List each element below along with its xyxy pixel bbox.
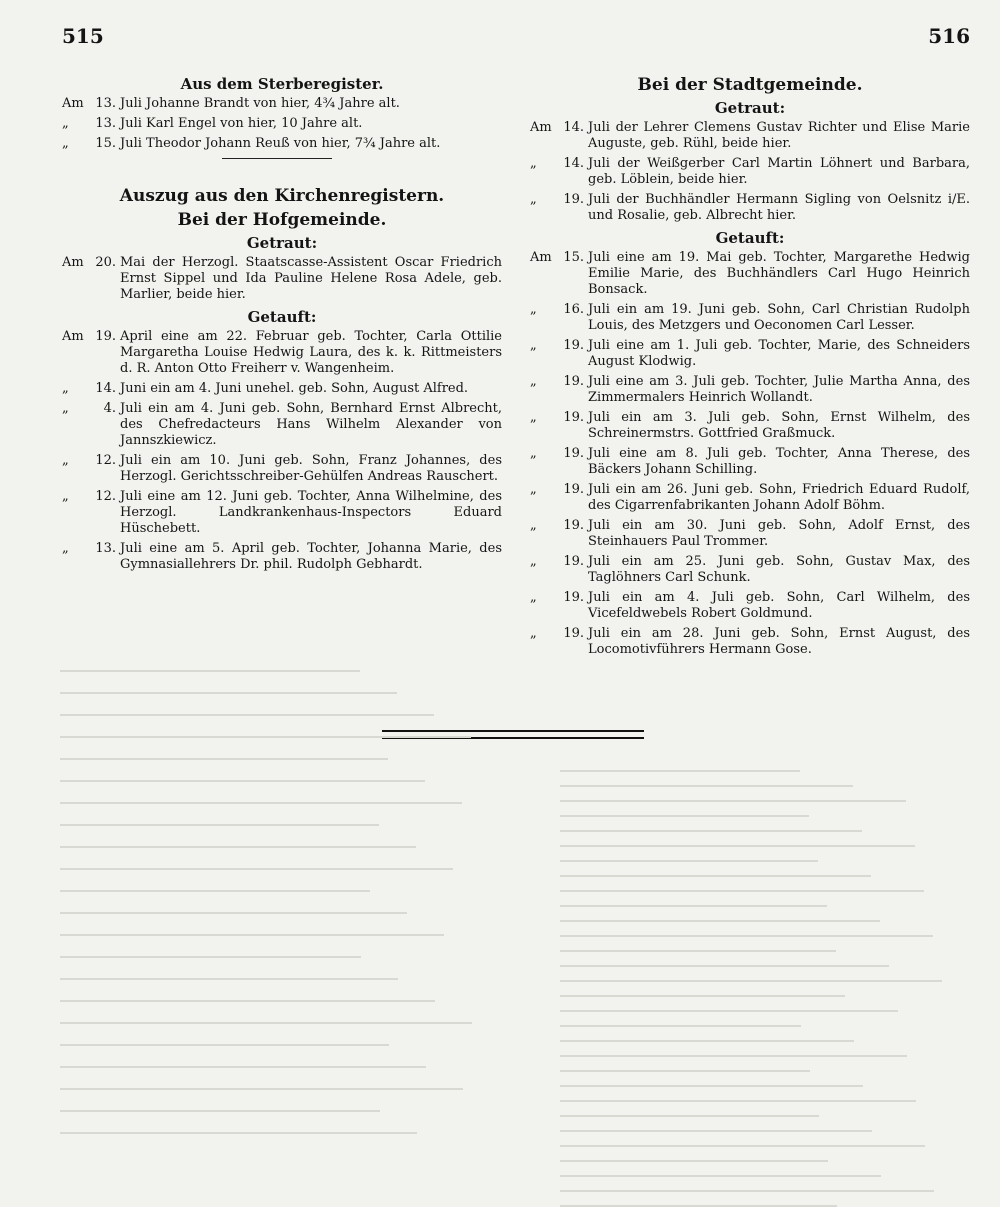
entry-day: 16.	[563, 302, 584, 317]
bleed-line	[560, 995, 845, 997]
entry-text: Juli ein am 4. Juni geb. Sohn, Bernhard Ernst Albrecht, des Chefredacteurs Hans Wilhelm Alexander von Jannszkiewicz.	[120, 401, 502, 448]
register-entry	[62, 453, 502, 485]
entry-prefix: „	[530, 554, 537, 569]
entry-date	[530, 446, 588, 478]
register-entry	[530, 192, 970, 224]
register-entry	[530, 338, 970, 370]
bleed-line	[560, 890, 924, 892]
entry-prefix: Am	[62, 329, 84, 344]
bleed-line	[560, 1115, 819, 1117]
entry-prefix: Am	[530, 120, 552, 135]
entry-text: Juli Karl Engel von hier, 10 Jahre alt.	[120, 116, 363, 131]
entry-date	[62, 255, 120, 303]
bleed-line	[560, 815, 809, 817]
bleed-line	[560, 905, 827, 907]
entry-prefix: „	[530, 338, 537, 353]
register-entry	[62, 255, 502, 303]
register-entry	[530, 410, 970, 442]
entry-text: Juli eine am 12. Juni geb. Tochter, Anna Wilhelmine, des Herzogl. Landkrankenhaus-Inspectors Eduard Hüschebett.	[120, 489, 502, 536]
entry-day: 15.	[95, 136, 116, 151]
entry-day: 19.	[95, 329, 116, 344]
entry-text: Juli ein am 4. Juli geb. Sohn, Carl Wilhelm, des Vicefeldwebels Robert Goldmund.	[588, 590, 970, 621]
entry-date	[530, 120, 588, 152]
entry-date	[530, 302, 588, 334]
right-column	[530, 72, 970, 662]
entry-day: 19.	[563, 374, 584, 389]
bleed-line	[560, 1025, 801, 1027]
entry-day: 19.	[563, 590, 584, 605]
entry-text: Juli eine am 8. Juli geb. Tochter, Anna Therese, des Bäckers Johann Schilling.	[588, 446, 970, 477]
bleed-line	[560, 830, 862, 832]
entry-text: Juli ein am 19. Juni geb. Sohn, Carl Christian Rudolph Louis, des Metzgers und Oeconomen Carl Lesser.	[588, 302, 970, 333]
entry-day: 14.	[563, 120, 584, 135]
entry-date	[62, 541, 120, 573]
stadtgemeinde-heading: Bei der Stadtgemeinde.	[637, 75, 863, 95]
bleed-line	[560, 1175, 881, 1177]
register-entry	[530, 156, 970, 188]
register-entry	[530, 590, 970, 622]
entry-day: 19.	[563, 482, 584, 497]
bleed-line	[60, 978, 398, 980]
entry-prefix: „	[530, 192, 537, 207]
stadt-married-heading: Getraut:	[714, 99, 786, 117]
register-entry	[62, 329, 502, 377]
bleed-line	[560, 980, 942, 982]
entry-date	[62, 96, 120, 112]
entry-prefix: „	[62, 381, 69, 396]
entry-text: Juli eine am 19. Mai geb. Tochter, Margarethe Hedwig Emilie Marie, des Buchhändlers Carl Hugo Heinrich Bonsack.	[588, 250, 970, 297]
entry-prefix: „	[530, 410, 537, 425]
register-entry	[62, 489, 502, 537]
entry-date	[530, 374, 588, 406]
hofgemeinde-heading: Bei der Hofgemeinde.	[177, 210, 387, 230]
bleed-line	[560, 920, 880, 922]
entry-text: Juli ein am 10. Juni geb. Sohn, Franz Johannes, des Herzogl. Gerichtsschreiber-Gehülfen Andreas Rauschert.	[120, 453, 502, 484]
entry-day: 4.	[103, 401, 116, 416]
bleed-line	[560, 1145, 925, 1147]
entry-date	[530, 482, 588, 514]
bleed-line	[560, 950, 836, 952]
entry-prefix: „	[62, 489, 69, 504]
entry-prefix: „	[530, 156, 537, 171]
bleed-line	[560, 1190, 934, 1192]
entry-text: Juli Johanne Brandt von hier, 4¾ Jahre alt.	[120, 96, 400, 111]
bleed-line	[560, 1160, 828, 1162]
left-column	[62, 72, 502, 577]
bleed-line	[60, 1000, 435, 1002]
bleed-line	[560, 1010, 898, 1012]
entry-date	[62, 453, 120, 485]
bleed-line	[60, 714, 434, 716]
register-entry	[530, 518, 970, 550]
bleed-line	[60, 824, 379, 826]
hof-baptized-list	[62, 329, 502, 573]
bleed-line	[60, 912, 407, 914]
entry-prefix: „	[530, 302, 537, 317]
entry-text: Juli ein am 26. Juni geb. Sohn, Friedrich Eduard Rudolf, des Cigarrenfabrikanten Johann Adolf Böhm.	[588, 482, 970, 513]
register-entry	[530, 374, 970, 406]
entry-text: Juli Theodor Johann Reuß von hier, 7¾ Jahre alt.	[120, 136, 441, 151]
entry-text: Juli ein am 30. Juni geb. Sohn, Adolf Ernst, des Steinhauers Paul Trommer.	[588, 518, 970, 549]
bleed-line	[560, 1085, 863, 1087]
register-entry	[62, 401, 502, 449]
bleed-line	[60, 1132, 417, 1134]
bleed-line	[60, 846, 416, 848]
entry-date	[62, 381, 120, 397]
bleed-line	[60, 780, 425, 782]
register-entry	[530, 482, 970, 514]
entry-prefix: „	[530, 374, 537, 389]
entry-date	[530, 590, 588, 622]
entry-date	[530, 156, 588, 188]
entry-date	[530, 518, 588, 550]
entry-day: 19.	[563, 410, 584, 425]
bleed-line	[560, 1070, 810, 1072]
entry-date	[530, 410, 588, 442]
entry-text: April eine am 22. Februar geb. Tochter, Carla Ottilie Margaretha Louise Hedwig Laura, des k. k. Rittmeisters d. R. Anton Otto Freiherr v. Wangenheim.	[120, 329, 502, 376]
bleed-line	[60, 956, 361, 958]
stadt-married-list	[530, 120, 970, 224]
stadt-baptized-heading: Getauft:	[715, 229, 785, 247]
entry-day: 19.	[563, 192, 584, 207]
entry-prefix: „	[62, 541, 69, 556]
bleed-through-lines	[0, 660, 1000, 1200]
entry-prefix: „	[62, 453, 69, 468]
entry-day: 13.	[95, 541, 116, 556]
bleed-line	[60, 890, 370, 892]
register-entry	[62, 541, 502, 573]
entry-prefix: Am	[530, 250, 552, 265]
bleed-line	[60, 934, 444, 936]
entry-day: 19.	[563, 626, 584, 641]
entry-prefix: Am	[62, 255, 84, 270]
entry-date	[62, 116, 120, 132]
bleed-line	[60, 1110, 380, 1112]
bleed-line	[60, 868, 453, 870]
entry-date	[530, 554, 588, 586]
entry-date	[530, 250, 588, 298]
entry-day: 12.	[95, 489, 116, 504]
bleed-line	[60, 758, 388, 760]
entry-prefix: „	[62, 401, 69, 416]
bleed-line	[60, 1088, 463, 1090]
bleed-line	[60, 1022, 472, 1024]
register-entry	[530, 554, 970, 586]
register-entry	[62, 96, 502, 112]
deaths-heading: Aus dem Sterberegister.	[180, 75, 384, 93]
entry-text: Juli eine am 3. Juli geb. Tochter, Julie Martha Anna, des Zimmermalers Heinrich Wollandt.	[588, 374, 970, 405]
entry-text: Mai der Herzogl. Staatscasse-Assistent Oscar Friedrich Ernst Sippel und Ida Pauline Helene Rosa Adele, geb. Marlier, beide hier.	[120, 255, 502, 302]
register-entry	[62, 136, 502, 152]
entry-date	[62, 489, 120, 537]
entry-prefix: „	[62, 136, 69, 151]
entry-day: 14.	[95, 381, 116, 396]
entry-date	[530, 192, 588, 224]
entry-text: Juli eine am 1. Juli geb. Tochter, Marie, des Schneiders August Klodwig.	[588, 338, 970, 369]
bleed-line	[560, 875, 871, 877]
entry-prefix: „	[530, 590, 537, 605]
short-rule	[222, 158, 332, 159]
bleed-line	[560, 965, 889, 967]
entry-text: Juli der Buchhändler Hermann Sigling von Oelsnitz i/E. und Rosalie, geb. Albrecht hier.	[588, 192, 970, 223]
entry-date	[62, 401, 120, 449]
bleed-line	[560, 935, 933, 937]
register-entry	[530, 120, 970, 152]
bleed-line	[60, 1044, 389, 1046]
bleed-line	[560, 860, 818, 862]
entry-text: Juli eine am 5. April geb. Tochter, Johanna Marie, des Gymnasiallehrers Dr. phil. Rudolph Gebhardt.	[120, 541, 502, 572]
entry-day: 13.	[95, 116, 116, 131]
extract-heading: Auszug aus den Kirchenregistern.	[119, 186, 445, 206]
hof-married-list	[62, 255, 502, 303]
hof-baptized-heading: Getauft:	[247, 308, 317, 326]
entry-day: 15.	[563, 250, 584, 265]
entry-day: 19.	[563, 518, 584, 533]
register-entry	[530, 250, 970, 298]
hof-married-heading: Getraut:	[246, 234, 318, 252]
entry-prefix: „	[530, 446, 537, 461]
register-entry	[530, 626, 970, 658]
bleed-line	[560, 845, 915, 847]
entry-date	[530, 626, 588, 658]
entry-text: Juli ein am 3. Juli geb. Sohn, Ernst Wilhelm, des Schreinermstrs. Gottfried Graßmuck.	[588, 410, 970, 441]
register-entry	[530, 446, 970, 478]
entry-day: 19.	[563, 554, 584, 569]
bleed-line	[560, 1130, 872, 1132]
bleed-line	[560, 770, 800, 772]
entry-text: Juli der Lehrer Clemens Gustav Richter und Elise Marie Auguste, geb. Rühl, beide hier.	[588, 120, 970, 151]
entry-day: 19.	[563, 338, 584, 353]
entry-text: Juli ein am 25. Juni geb. Sohn, Gustav Max, des Taglöhners Carl Schunk.	[588, 554, 970, 585]
entry-prefix: „	[530, 518, 537, 533]
entry-prefix: „	[530, 482, 537, 497]
page-number-left: 515	[62, 24, 104, 48]
entry-day: 13.	[95, 96, 116, 111]
entry-date	[62, 136, 120, 152]
entry-text: Juni ein am 4. Juni unehel. geb. Sohn, August Alfred.	[120, 381, 469, 396]
entry-date	[62, 329, 120, 377]
bleed-line	[560, 1100, 916, 1102]
entry-day: 20.	[95, 255, 116, 270]
bleed-line	[560, 1040, 854, 1042]
entry-prefix: „	[530, 626, 537, 641]
register-entry	[62, 381, 502, 397]
bleed-line	[560, 800, 906, 802]
deaths-list	[62, 96, 502, 152]
entry-text: Juli der Weißgerber Carl Martin Löhnert und Barbara, geb. Löblein, beide hier.	[588, 156, 970, 187]
bleed-line	[560, 785, 853, 787]
bleed-line	[60, 802, 462, 804]
entry-day: 14.	[563, 156, 584, 171]
bleed-line	[560, 1055, 907, 1057]
register-entry	[62, 116, 502, 132]
entry-day: 12.	[95, 453, 116, 468]
entry-prefix: „	[62, 116, 69, 131]
bleed-line	[60, 692, 397, 694]
entry-date	[530, 338, 588, 370]
entry-day: 19.	[563, 446, 584, 461]
bleed-line	[60, 736, 471, 738]
entry-prefix: Am	[62, 96, 84, 111]
stadt-baptized-list	[530, 250, 970, 658]
bleed-line	[60, 670, 360, 672]
bleed-line	[60, 1066, 426, 1068]
page-number-right: 516	[928, 24, 970, 48]
register-entry	[530, 302, 970, 334]
entry-text: Juli ein am 28. Juni geb. Sohn, Ernst August, des Locomotivführers Hermann Gose.	[588, 626, 970, 657]
